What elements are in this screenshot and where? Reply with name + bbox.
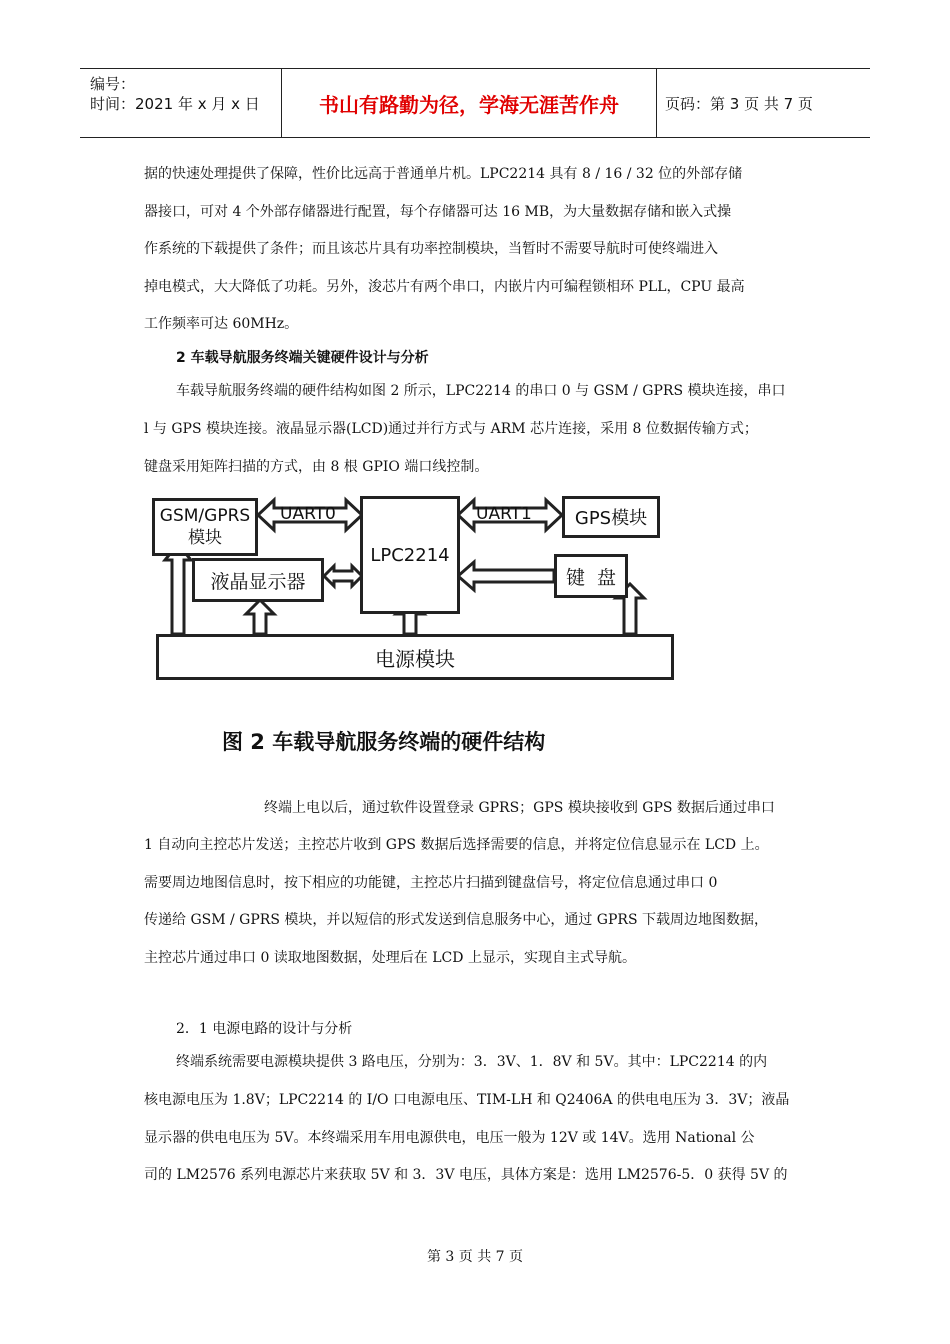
page-label: 页码：第 3 页 共 7 页 [665,94,813,113]
section-2-line: l 与 GPS 模块连接。液晶显示器(LCD)通过并行方式与 ARM 芯片连接，采用 8 位数据传输方式； [144,421,758,437]
flow-line: 需要周边地图信息时，按下相应的功能键，主控芯片扫描到键盘信号，将定位信息通过串口 0 [144,875,718,891]
intro-line: 工作频率可达 60MHz。 [144,316,299,332]
figure-caption: 图 2 车载导航服务终端的硬件结构 [222,730,546,754]
flow-line: 终端上电以后，通过软件设置登录 GPRS；GPS 模块接收到 GPS 数据后通过串口 [264,800,775,816]
section-2-heading: 2 车载导航服务终端关键硬件设计与分析 [176,350,429,366]
section-2-1-heading: 2．1 电源电路的设计与分析 [176,1021,353,1037]
section-2-1-line: 终端系统需要电源模块提供 3 路电压，分别为：3．3V、1．8V 和 5V。其中：LPC2214 的内 [176,1054,768,1070]
number-label: 编号： [90,75,136,93]
intro-line: 器接口，可对 4 个外部存储器进行配置，每个存储器可达 16 MB，为大量数据存储和嵌入式操 [144,204,732,220]
gsm-label-module: 模块 [188,528,222,548]
lcd-arrow [324,566,362,586]
section-2-1-line: 显示器的供电电压为 5V。本终端采用车用电源供电，电压一般为 12V 或 14V。选用 National 公 [144,1130,755,1146]
page-footer: 第 3 页 共 7 页 [426,1249,524,1265]
section-2-1-line: 司的 LM2576 系列电源芯片来获取 5V 和 3．3V 电压，具体方案是：选用 LM2576-5．0 获得 5V 的 [144,1167,788,1183]
gsm-gprs-module [152,498,258,556]
section-2-line: 车载导航服务终端的硬件结构如图 2 所示，LPC2214 的串口 0 与 GSM / GPRS 模块连接，串口 [176,383,786,399]
flow-line: 主控芯片通过串口 0 读取地图数据，处理后在 LCD 上显示，实现自主式导航。 [144,950,636,966]
gps-module: GPS模块 [562,496,660,538]
section-2-1-line: 核电源电压为 1.8V；LPC2214 的 I/O 口电源电压、TIM-LH 和 Q2406A 的供电电压为 3．3V；液晶 [144,1092,790,1108]
time-label: 时间：2021 年 x 月 x 日 [90,95,260,113]
document-header [80,68,870,138]
intro-line: 掉电模式，大大降低了功耗。另外，浚芯片有两个串口，内嵌片内可编程锁相环 PLL，CPU 最高 [144,279,745,295]
intro-line: 据的快速处理提供了保障，性价比远高于普通单片机。LPC2214 具有 8 / 16 / 32 位的外部存储 [144,166,743,182]
flow-line: 1 自动向主控芯片发送；主控芯片收到 GPS 数据后选择需要的信息，并将定位信息显示在 LCD 上。 [144,837,769,853]
keyboard-module: 键 盘 [554,554,628,598]
keyboard-arrow [458,562,554,590]
uart0-label: UART0 [280,504,336,524]
gsm-label: GSM/GPRS [159,506,251,526]
power-module: 电源模块 [156,634,674,680]
cpu-block: LPC2214 [360,496,460,614]
hardware-diagram [150,488,680,688]
motto: 书山有路勤为径，学海无涯苦作舟 [281,69,657,137]
lcd-module: 液晶显示器 [192,558,324,602]
uart1-label: UART1 [476,504,532,524]
intro-line: 作系统的下载提供了条件；而且该芯片具有功率控制模块，当暂时不需要导航时可使终端进入 [144,241,718,257]
flow-line: 传递给 GSM / GPRS 模块，并以短信的形式发送到信息服务中心，通过 GPRS 下载周边地图数据， [144,912,768,928]
section-2-line: 键盘采用矩阵扫描的方式，由 8 根 GPIO 端口线控制。 [144,459,489,475]
header-meta [80,69,280,137]
